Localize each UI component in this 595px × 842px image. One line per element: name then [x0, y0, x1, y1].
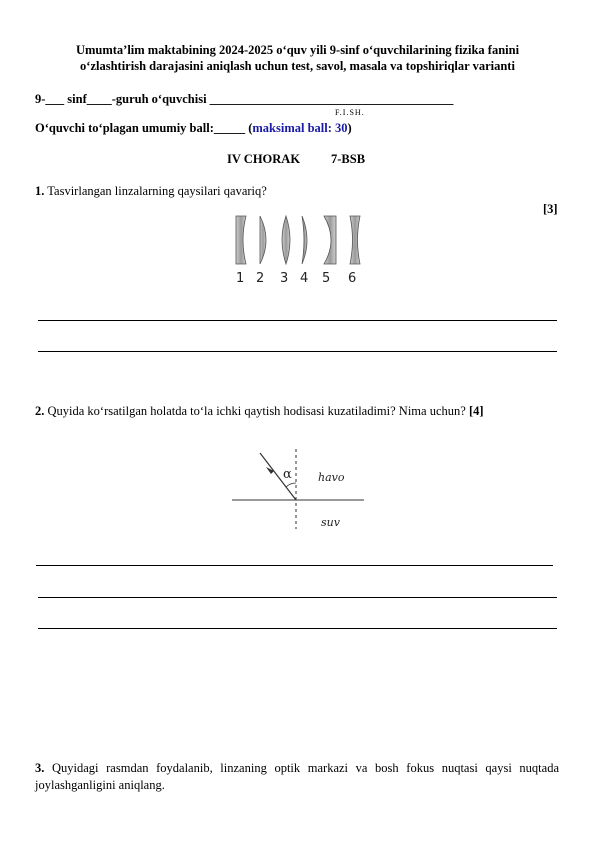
lens-label-6: 6: [348, 271, 357, 286]
lens-figure: [228, 212, 368, 286]
score-line: [35, 121, 352, 136]
lens-4: [302, 216, 307, 264]
question-1-points: [3]: [543, 202, 558, 216]
score-prefix: O‘quvchi to‘plagan umumiy ball:_____ (: [35, 121, 253, 135]
quarter-label: IV CHORAK: [227, 152, 301, 166]
lens-1: [236, 216, 246, 264]
class-line: 9-___ sinf____-guruh o‘quvchisi _______________________________________: [35, 92, 454, 106]
lens-5: [324, 216, 336, 264]
exam-title-line2: o‘zlashtirish darajasini aniqlash uchun test, savol, masala va topshiriqlar varianti: [80, 59, 515, 73]
medium-top-label: havo: [318, 471, 345, 484]
question-1: [35, 183, 267, 200]
lens-label-4: 4: [300, 271, 309, 286]
lens-label-3: 3: [280, 271, 289, 286]
answer-line-q2-1: [36, 565, 553, 566]
exam-title-line1: Umumta’lim maktabining 2024-2025 o‘quv yili 9-sinf o‘quvchilarining fizika fanini: [75, 43, 520, 57]
lens-label-5: 5: [322, 271, 331, 286]
score-max: maksimal ball: 30: [252, 121, 348, 135]
medium-bottom-label: suv: [321, 516, 340, 529]
angle-label: α: [283, 467, 292, 482]
question-3-text: Quyidagi rasmdan foydalanib, linzaning optik markazi va bosh fokus nuqtasi qaysi nuqtada joylashganligini aniqlang.: [35, 761, 559, 792]
refraction-diagram: [228, 445, 368, 535]
answer-line-q1-2: [38, 351, 557, 352]
lens-label-2: 2: [256, 271, 265, 286]
lens-label-1: 1: [236, 271, 245, 286]
question-3-number: 3.: [35, 761, 45, 775]
ray-arrow: [266, 467, 274, 474]
lens-6: [350, 216, 360, 264]
question-2-text: Quyida ko‘rsatilgan holatda to‘la ichki qaytish hodisasi kuzatiladimi? Nima uchun?: [47, 404, 466, 418]
answer-line-q1-1: [38, 320, 557, 321]
question-1-text: Tasvirlangan linzalarning qaysilari qavariq?: [47, 184, 267, 198]
question-1-number: 1.: [35, 184, 45, 198]
fish-label: F.I.SH.: [335, 108, 365, 117]
question-2-number: 2.: [35, 404, 45, 418]
lens-2: [260, 216, 266, 264]
answer-line-q2-3: [38, 628, 557, 629]
answer-line-q2-2: [38, 597, 557, 598]
question-2-points: [4]: [468, 404, 484, 418]
angle-arc: [286, 483, 296, 487]
score-suffix: ): [347, 121, 352, 135]
question-2: [35, 403, 484, 420]
lens-3: [282, 216, 290, 264]
question-3: [35, 760, 559, 794]
bsb-label: 7-BSB: [331, 152, 366, 166]
